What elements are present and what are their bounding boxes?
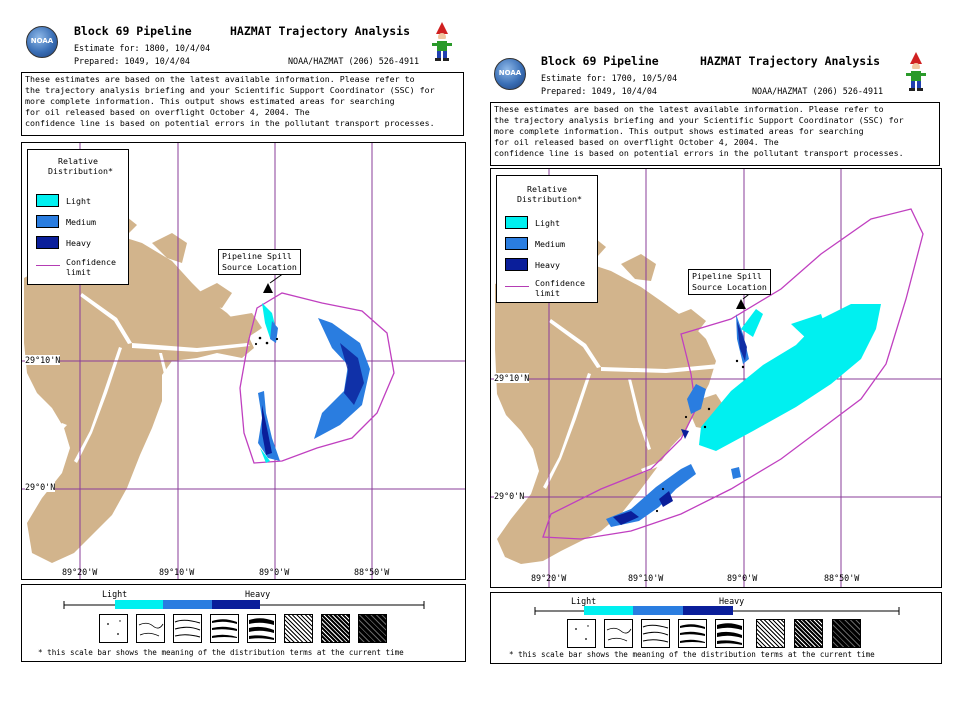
legend-label-light: Light xyxy=(66,196,91,206)
density-tile-1 xyxy=(567,619,596,648)
prepared-time: Prepared: 1049, 10/4/04 xyxy=(74,56,190,66)
density-tile-3 xyxy=(641,619,670,648)
lat-label-29-0: 29°0'N xyxy=(494,491,525,501)
lon-label-89-20: 89°20'W xyxy=(62,567,98,577)
noaa-logo: NOAA xyxy=(494,58,526,90)
legend-label-medium: Medium xyxy=(535,239,565,249)
lon-label-89-10: 89°10'W xyxy=(628,573,664,583)
scale-footnote: * this scale bar shows the meaning of the distribution terms at the current time xyxy=(509,650,875,659)
lon-label-88-50: 88°50'W xyxy=(824,573,860,583)
gnome-mascot-icon xyxy=(902,52,930,92)
density-tile-2 xyxy=(604,619,633,648)
legend-label-heavy: Heavy xyxy=(535,260,560,270)
scale-heavy-label: Heavy xyxy=(719,596,745,606)
map-title: Block 69 Pipeline xyxy=(541,54,659,68)
trajectory-map xyxy=(490,168,942,588)
map-subtitle: HAZMAT Trajectory Analysis xyxy=(230,24,411,38)
map-subtitle: HAZMAT Trajectory Analysis xyxy=(700,54,881,68)
lon-label-89-0: 89°0'W xyxy=(259,567,290,577)
scale-light-label: Light xyxy=(571,596,597,606)
scale-heavy-label: Heavy xyxy=(245,589,271,599)
map-title: Block 69 Pipeline xyxy=(74,24,192,38)
lon-label-89-10: 89°10'W xyxy=(159,567,195,577)
legend-label-light: Light xyxy=(535,218,560,228)
legend-swatch-heavy xyxy=(505,258,528,271)
lat-label-29-10: 29°10'N xyxy=(25,355,61,365)
prepared-time: Prepared: 1049, 10/4/04 xyxy=(541,86,657,96)
legend-title: Relative Distribution* xyxy=(48,156,113,176)
disclaimer-text: These estimates are based on the latest available information. Please refer to the trajectory analysis briefing and your Scientific Support Coordinator (SSC) for more complete information. This output shows estimated areas for searching for oil released based on overflight October 4, 2004. The confidence line is based on potential errors in the pollutant transport processes. xyxy=(21,72,464,136)
legend-confidence-line xyxy=(505,286,529,287)
density-tile-7 xyxy=(794,619,823,648)
distribution-legend xyxy=(496,175,598,303)
density-tile-5 xyxy=(715,619,744,648)
lon-label-89-20: 89°20'W xyxy=(531,573,567,583)
contact-info: NOAA/HAZMAT (206) 526-4911 xyxy=(288,56,420,66)
legend-swatch-medium xyxy=(505,237,528,250)
spill-source-callout: Pipeline Spill Source Location xyxy=(688,269,771,295)
density-tile-6 xyxy=(756,619,785,648)
lat-label-29-0: 29°0'N xyxy=(25,482,56,492)
estimate-time: Estimate for: 1800, 10/4/04 xyxy=(74,43,211,53)
density-tile-4 xyxy=(678,619,707,648)
legend-title: Relative Distribution* xyxy=(517,184,582,204)
lat-label-29-10: 29°10'N xyxy=(494,373,530,383)
legend-label-heavy: Heavy xyxy=(66,238,91,248)
scale-footnote: * this scale bar shows the meaning of the distribution terms at the current time xyxy=(38,648,404,657)
legend-label-medium: Medium xyxy=(66,217,96,227)
legend-label-confidence: Confidence limit xyxy=(535,278,585,298)
legend-swatch-light xyxy=(505,216,528,229)
lon-label-88-50: 88°50'W xyxy=(354,567,390,577)
distribution-scale-box xyxy=(490,592,942,664)
scale-light-label: Light xyxy=(102,589,128,599)
disclaimer-text: These estimates are based on the latest available information. Please refer to the trajectory analysis briefing and your Scientific Support Coordinator (SSC) for more complete information. This output shows estimated areas for searching for oil released based on overflight October 4, 2004. The confidence line is based on potential errors in the pollutant transport processes. xyxy=(490,102,940,166)
spill-source-callout: Pipeline Spill Source Location xyxy=(218,249,301,275)
legend-label-confidence: Confidence limit xyxy=(66,257,116,277)
density-tile-8 xyxy=(832,619,861,648)
noaa-logo: NOAA xyxy=(26,26,58,58)
contact-info: NOAA/HAZMAT (206) 526-4911 xyxy=(752,86,884,96)
lon-label-89-0: 89°0'W xyxy=(727,573,758,583)
estimate-time: Estimate for: 1700, 10/5/04 xyxy=(541,73,678,83)
